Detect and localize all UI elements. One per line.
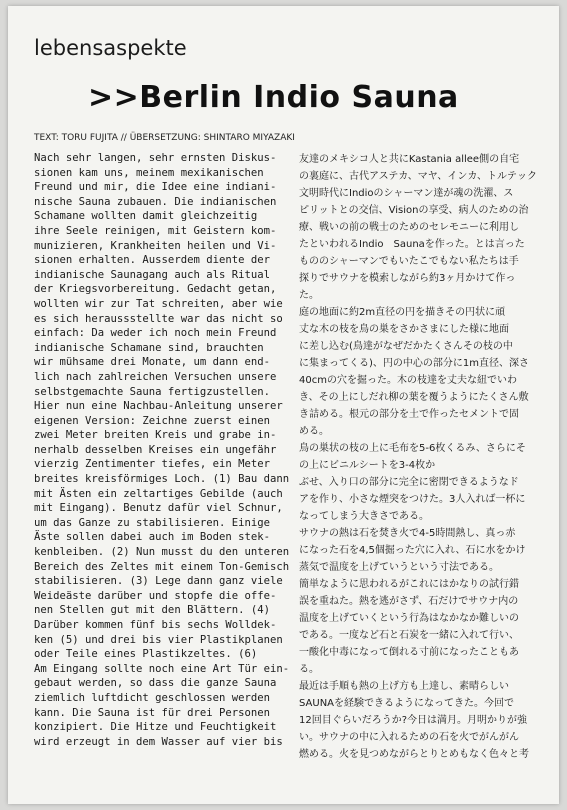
text-line: zwei Meter breiten Kreis und grabe in-	[34, 429, 277, 442]
text-line: 庭の地面に約2m直径の円を描きその円状に頑	[299, 307, 506, 318]
text-line: indianische Saunagang auch als Ritual	[34, 268, 270, 281]
text-line: wollten wir zur Tat schreiten, aber wie	[34, 297, 283, 310]
section-label: lebensaspekte	[34, 36, 187, 60]
text-line: もののシャーマンでもいたこでもない私たちは手	[299, 256, 519, 267]
text-line: の裏庭に、古代アステカ、マヤ、インカ、トルテック	[299, 171, 537, 182]
text-line: vierzig Zentimenter tiefes, ein Meter	[34, 458, 270, 471]
text-line: oder Teile eines Plastikzeltes. (6)	[34, 648, 258, 661]
text-line: munizieren, Krankheiten heilen und Vi-	[34, 239, 277, 252]
text-line: ぶせ、入り口の部分に完全に密閉できるようなド	[299, 477, 519, 488]
text-line: breites kreisförmiges Loch. (1) Bau dann	[34, 473, 290, 486]
text-line: 鳥の巣状の枝の上に毛布を5-6枚くるみ、さらにそ	[299, 443, 526, 454]
text-line: sionen kam uns, meinem mexikanischen	[34, 166, 264, 179]
text-line: selbstgemachte Sauna fertigzustellen.	[34, 385, 270, 398]
text-line: ihre Seele reinigen, mit Geistern kom-	[34, 224, 277, 237]
text-line: sionen erhalten. Ausserdem diente der	[34, 254, 270, 267]
text-line: eigenen Version: Zeichne zuerst einen	[34, 414, 270, 427]
text-line: Nach sehr langen, sehr ernsten Diskus-	[34, 152, 277, 164]
text-line: 最近は手順も熱の上げ方も上達し、素晴らしい	[299, 681, 509, 692]
text-line: ピリットとの交信、Visionの享受、病人のための治	[299, 205, 529, 216]
text-line: 療、戦いの前の戦士のためのセレモニーに利用し	[299, 222, 519, 233]
text-line: た。	[299, 290, 319, 301]
text-line: ken (5) und drei bis vier Plastikplanen	[34, 633, 283, 646]
text-line: Äste sollen dabei auch im Boden stek-	[34, 531, 270, 544]
text-line: der Kriegsvorbereitung. Gedacht getan,	[34, 283, 277, 296]
text-line: nerhalb desselben Kreises ein ungefähr	[34, 443, 277, 456]
text-line: Bereich des Zeltes mit einem Ton-Gemisch	[34, 560, 290, 573]
japanese-text-column	[299, 151, 551, 763]
text-line: サウナの熱は石を焚き火で4-5時間熱し、真っ赤	[299, 528, 516, 539]
text-line: es sich heraussstellte war das nicht so	[34, 312, 283, 325]
text-line: einfach: Da weder ich noch mein Freund	[34, 327, 277, 340]
text-line: 丈な木の枝を鳥の巣をさかさまにした様に地面	[299, 324, 509, 335]
text-line: き、その上にしだれ柳の葉を覆うようにたくさん敷	[299, 392, 529, 403]
text-line: 蒸気で温度を上げていうという寸法である。	[299, 562, 499, 573]
text-line: 40cmの穴を掘った。木の枝達を丈夫な紐でいわ	[299, 375, 517, 386]
text-line: 一酸化中毒になって倒れる寸前になったこともあ	[299, 647, 519, 658]
text-line: Darüber kommen fünf bis sechs Wolldek-	[34, 619, 277, 631]
text-line: アを作り、小さな煙突をつけた。3人入れば一杯に	[299, 494, 526, 505]
text-line: nen Stellen gut mit den Blättern. (4)	[34, 604, 270, 617]
text-line: um das Ganze zu stabilisieren. Einige	[34, 516, 270, 529]
text-line: stabilisieren. (3) Lege dann ganz viele	[34, 575, 283, 588]
text-line: の上にビニルシートを3-4枚か	[299, 460, 436, 471]
text-line: に差し込む(鳥達がなぜだかたくさんその枝の中	[299, 341, 513, 352]
text-line: lich nach zahlreichen Versuchen unsere	[34, 370, 277, 383]
text-line: Hier nun eine Nachbau-Anleitung unserer	[34, 400, 283, 413]
text-line: kann. Die Sauna ist für drei Personen	[34, 706, 270, 719]
text-line: 文明時代にIndioのシャーマン達が魂の洗濯、ス	[299, 188, 514, 199]
text-line: める。	[299, 426, 329, 437]
text-line: き詰める。根元の部分を土で作ったセメントで固	[299, 409, 519, 420]
text-line: 友達のメキシコ人と共にKastania allee側の自宅	[299, 154, 520, 165]
text-line: である。一度など石と石炭を一緒に入れて行い、	[299, 630, 519, 641]
german-text-column	[34, 151, 289, 749]
text-line: い。サウナの中に入れるための石を火でがんがん	[299, 732, 519, 743]
text-line: 12回目ぐらいだろうか?今日は満月。月明かりが強	[299, 715, 528, 726]
text-line: nische Sauna zubauen. Die indianischen	[34, 195, 277, 208]
text-line: 誤を重ねた。熱を逃がさず、石だけでサウナ内の	[299, 596, 519, 607]
text-line: SAUNAを経験できるようになってきた。今回で	[299, 698, 515, 709]
article-title: >>Berlin Indio Sauna	[88, 80, 459, 115]
text-line: ziemlich luftdicht geschlossen werden	[34, 691, 270, 704]
text-line: wird erzeugt in dem Wasser auf vier bis	[34, 735, 283, 748]
text-line: gebaut werden, so dass die ganze Sauna	[34, 677, 277, 690]
text-line: 探りでサウナを模索しながら約3ヶ月かけて作っ	[299, 273, 516, 284]
text-line: に集まってくる)、円の中心の部分に1m直径、深さ	[299, 358, 530, 369]
article-credits: TEXT: TORU FUJITA // ÜBERSETZUNG: SHINTARO MIYAZAKI	[34, 133, 295, 143]
text-line: 温度を上げていくという行為はなかなか難しいの	[299, 613, 519, 624]
text-line: なってしまう大きさである。	[299, 511, 429, 522]
text-line: たといわれるIndio Saunaを作った。とは言った	[299, 239, 525, 250]
text-line: Am Eingang sollte noch eine Art Tür ein-	[34, 662, 290, 675]
text-line: wir mühsame drei Monate, um dann end-	[34, 356, 270, 369]
text-line: konzipiert. Die Hitze und Feuchtigkeit	[34, 721, 277, 734]
text-line: 燃める。火を見つめながらとりとめもなく色々と考	[299, 749, 529, 760]
text-line: Freund und mir, die Idee eine indiani-	[34, 181, 277, 194]
text-line: mit Eingang). Benutz dafür viel Schnur,	[34, 502, 283, 515]
text-line: kenbleiben. (2) Nun musst du den unteren	[34, 546, 290, 559]
magazine-page	[8, 6, 559, 804]
text-line: る。	[299, 664, 319, 675]
text-line: mit Ästen ein zeltartiges Gebilde (auch	[34, 487, 283, 500]
text-line: になった石を4,5個掘った穴に入れ、石に水をかけ	[299, 545, 526, 556]
text-line: Weideäste darüber und stopfe die offe-	[34, 589, 277, 602]
text-line: Schamane wollten damit gleichzeitig	[34, 210, 258, 223]
text-line: indianische Schamane sind, brauchten	[34, 341, 264, 354]
text-line: 簡単なように思われるがこれにはかなりの試行錯	[299, 579, 519, 590]
